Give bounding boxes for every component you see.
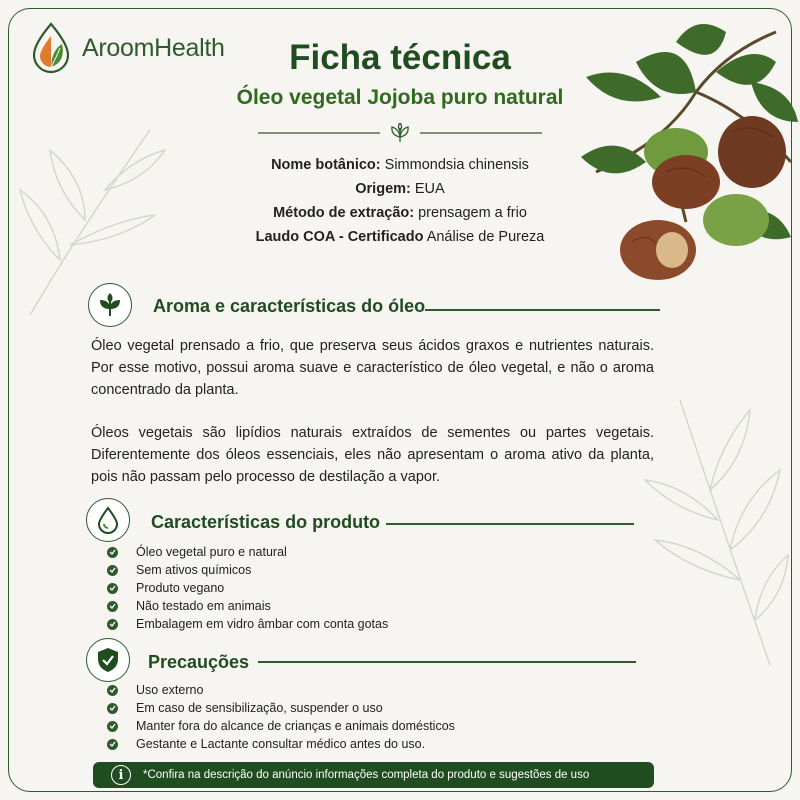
- check-icon: [107, 583, 118, 594]
- spec-row: [200, 225, 600, 249]
- product-features-list: [107, 543, 388, 633]
- spec-value: EUA: [414, 181, 445, 197]
- list-item: [107, 597, 388, 615]
- spec-label: Origem:: [355, 181, 411, 197]
- list-item: [107, 543, 388, 561]
- precautions-section-line: [258, 661, 636, 663]
- aroma-section-icon: [88, 283, 132, 327]
- aroma-paragraph: Óleo vegetal prensado a frio, que preserva seus ácidos graxos e nutrientes naturais. Por esse motivo, possui aroma suave e característico de óleo vegetal, e não o aroma concentrado da planta.: [91, 338, 654, 398]
- precautions-list: [107, 681, 455, 753]
- product-section-line: [386, 523, 634, 525]
- oil-drop-icon: [96, 506, 120, 534]
- spec-label: Nome botânico:: [271, 157, 381, 173]
- specs-list: [200, 153, 600, 249]
- list-item-text: Embalagem em vidro âmbar com conta gotas: [136, 617, 389, 631]
- info-icon: i: [111, 765, 131, 785]
- plant-sprout-icon: [97, 292, 123, 318]
- check-icon: [107, 739, 118, 750]
- list-item-text: Óleo vegetal puro e natural: [136, 545, 287, 559]
- precautions-section-title: Precauções: [148, 652, 250, 672]
- list-item-text: Sem ativos químicos: [136, 563, 252, 577]
- list-item: [107, 561, 388, 579]
- list-item: [107, 615, 388, 633]
- list-item-text: Manter fora do alcance de crianças e animais domésticos: [136, 719, 455, 733]
- jojoba-seeds-image: [576, 12, 800, 282]
- footer-text: *Confira na descrição do anúncio informações completa do produto e sugestões de uso: [143, 769, 590, 781]
- background-leaves-left-icon: [10, 120, 170, 320]
- aroma-section-line: [425, 309, 660, 311]
- divider-leaf-icon: [392, 123, 408, 142]
- brand-name: AroomHealth: [82, 33, 225, 62]
- check-icon: [107, 703, 118, 714]
- footer-banner: [93, 762, 654, 788]
- spec-row: [200, 201, 600, 225]
- precautions-section-icon: [86, 638, 130, 682]
- spec-label: Método de extração:: [273, 205, 415, 221]
- shield-check-icon: [96, 647, 120, 673]
- aroma-paragraph: Óleos vegetais são lipídios naturais extraídos de sementes ou partes vegetais. Diferentemente dos óleos essenciais, eles não apresentam o aroma ativo da planta, pois não passam pelo processo de destilação a vapor.: [91, 425, 654, 485]
- spec-label: Laudo COA - Certificado: [255, 229, 424, 245]
- spec-value: Simmondsia chinensis: [384, 157, 529, 173]
- list-item-text: Em caso de sensibilização, suspender o uso: [136, 701, 383, 715]
- brand-logo: [26, 22, 225, 74]
- check-icon: [107, 619, 118, 630]
- spec-value: prensagem a frio: [418, 205, 527, 221]
- check-icon: [107, 547, 118, 558]
- list-item: [107, 717, 455, 735]
- list-item-text: Não testado em animais: [136, 599, 271, 613]
- header-divider: [258, 123, 542, 143]
- aroma-section-title: Aroma e características do óleo: [153, 296, 426, 316]
- list-item: [107, 579, 388, 597]
- spec-row: [200, 153, 600, 177]
- list-item-text: Produto vegano: [136, 581, 225, 595]
- product-section-title: Características do produto: [151, 512, 381, 532]
- background-leaves-right-icon: [640, 380, 790, 670]
- check-icon: [107, 721, 118, 732]
- list-item: [107, 681, 455, 699]
- drop-leaf-logo-icon: [26, 22, 76, 74]
- spec-value: Análise de Pureza: [426, 229, 545, 245]
- product-section-icon: [86, 498, 130, 542]
- check-icon: [107, 685, 118, 696]
- check-icon: [107, 565, 118, 576]
- check-icon: [107, 601, 118, 612]
- list-item: [107, 699, 455, 717]
- page-title: Ficha técnica: [289, 38, 511, 77]
- list-item-text: Uso externo: [136, 683, 204, 697]
- list-item-text: Gestante e Lactante consultar médico antes do uso.: [136, 737, 426, 751]
- page-subtitle: Óleo vegetal Jojoba puro natural: [236, 86, 564, 109]
- spec-row: [200, 177, 600, 201]
- list-item: [107, 735, 455, 753]
